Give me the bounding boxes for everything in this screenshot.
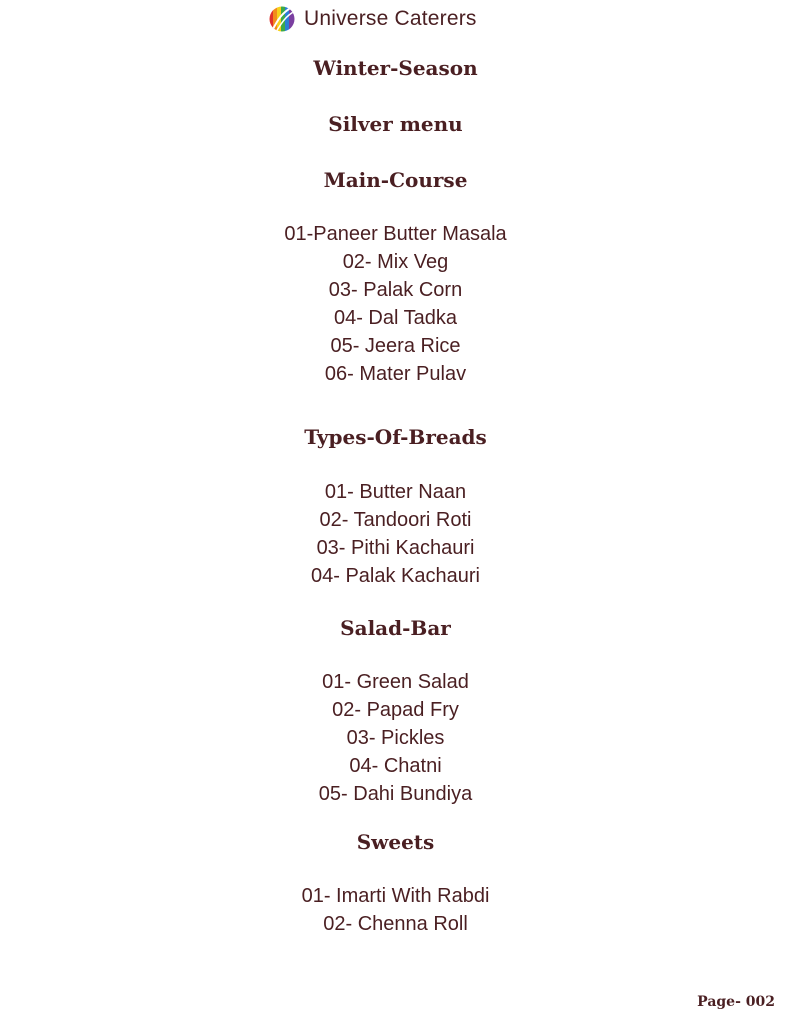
- season-heading: Winter-Season: [313, 56, 478, 80]
- section-title-sweets: Sweets: [356, 830, 435, 854]
- list-item: 02- Tandoori Roti: [319, 509, 472, 531]
- list-item: 03- Pithi Kachauri: [316, 537, 475, 559]
- list-item: 04- Chatni: [349, 755, 442, 777]
- page-number: Page- 002: [697, 994, 775, 1010]
- header: [268, 4, 477, 34]
- list-item: 01- Imarti With Rabdi: [301, 885, 490, 907]
- rainbow-globe-icon: [268, 5, 296, 33]
- salad-bar-list: [0, 668, 791, 808]
- list-item: 01- Butter Naan: [324, 481, 467, 503]
- list-item: 04- Dal Tadka: [333, 307, 458, 329]
- section-title-salad-bar: Salad-Bar: [340, 616, 451, 640]
- list-item: 02- Papad Fry: [332, 699, 459, 721]
- breads-list: [0, 478, 791, 590]
- list-item: 01- Green Salad: [322, 671, 469, 693]
- list-item: 01-Paneer Butter Masala: [284, 223, 507, 245]
- list-item: 02- Mix Veg: [342, 251, 449, 273]
- section-title-main-course: Main-Course: [323, 168, 468, 192]
- list-item: 05- Jeera Rice: [330, 335, 461, 357]
- list-item: 06- Mater Pulav: [324, 363, 467, 385]
- section-title-breads: Types-Of-Breads: [304, 425, 487, 449]
- brand-name: Universe Caterers: [304, 7, 477, 30]
- main-course-list: [0, 220, 791, 388]
- list-item: 02- Chenna Roll: [323, 913, 468, 935]
- sweets-list: [0, 882, 791, 938]
- list-item: 04- Palak Kachauri: [311, 565, 480, 587]
- list-item: 03- Pickles: [346, 727, 445, 749]
- list-item: 05- Dahi Bundiya: [318, 783, 473, 805]
- menu-name-heading: Silver menu: [328, 112, 463, 136]
- list-item: 03- Palak Corn: [328, 279, 463, 301]
